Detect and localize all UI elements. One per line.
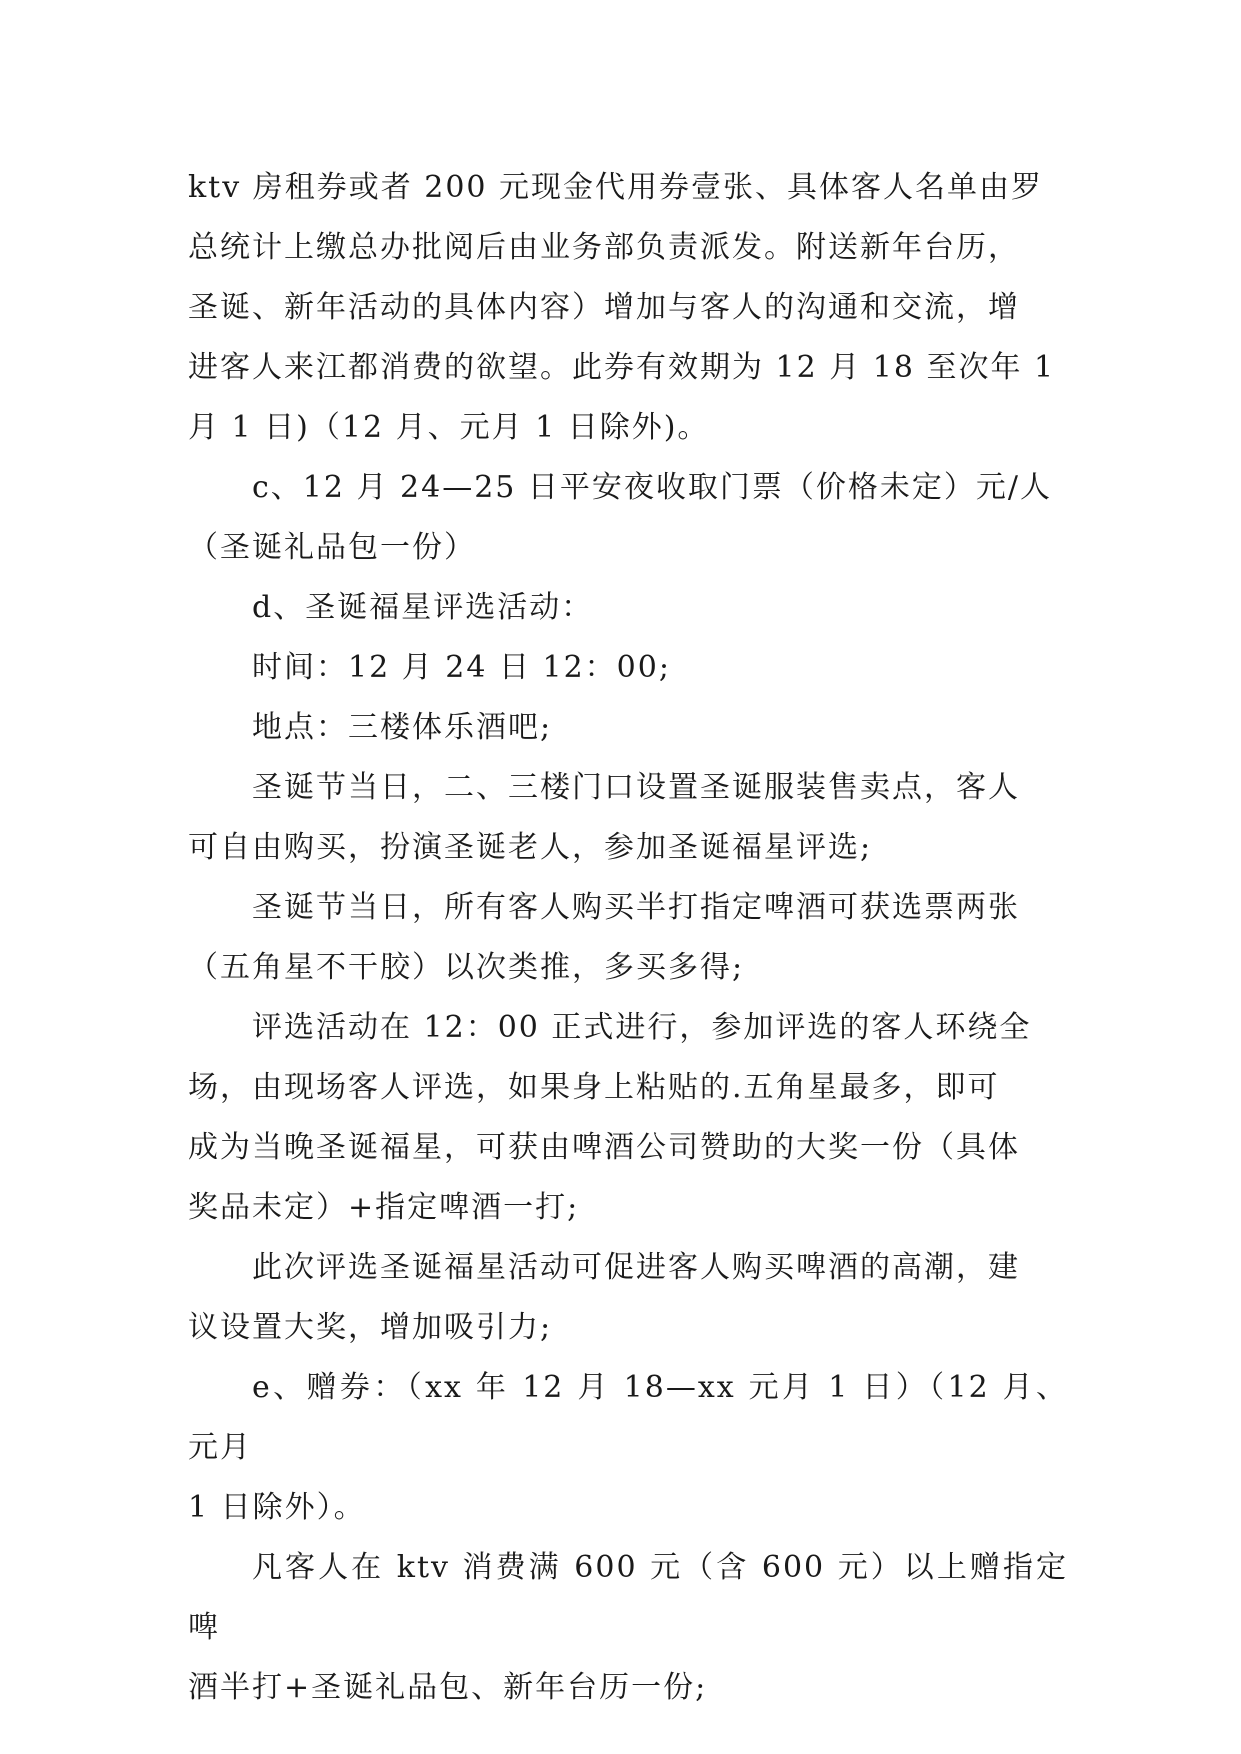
text-line: 圣诞节当日，所有客人购买半打指定啤酒可获选票两张 <box>252 890 1020 925</box>
text-line: 进客人来江都消费的欲望。此券有效期为 12 月 18 至次年 1 <box>188 350 1056 385</box>
paragraph-coupon-details <box>188 158 1068 458</box>
text-line: 奖品未定）+指定啤酒一打; <box>188 1190 580 1225</box>
paragraph-time <box>188 638 1068 698</box>
text-line: （圣诞礼品包一份） <box>188 530 476 565</box>
paragraph-spend-reward <box>188 1538 1068 1718</box>
text-line: 此次评选圣诞福星活动可促进客人购买啤酒的高潮，建 <box>252 1250 1020 1285</box>
text-line: 可自由购买，扮演圣诞老人，参加圣诞福星评选; <box>188 830 873 865</box>
text-line: 场，由现场客人评选，如果身上粘贴的.五角星最多，即可 <box>188 1070 1000 1105</box>
text-line: 评选活动在 12：00 正式进行，参加评选的客人环绕全 <box>252 1010 1032 1045</box>
text-line: 凡客人在 ktv 消费满 600 元（含 600 元）以上赠指定啤 <box>188 1550 1068 1645</box>
text-line: （五角星不干胶）以次类推，多买多得; <box>188 950 745 985</box>
text-line: 圣诞、新年活动的具体内容）增加与客人的沟通和交流，增 <box>188 290 1020 325</box>
text-line: 总统计上缴总办批阅后由业务部负责派发。附送新年台历， <box>188 230 1020 265</box>
text-line: e、赠券：（xx 年 12 月 18—xx 元月 1 日）（12 月、元月 <box>188 1370 1068 1465</box>
paragraph-selection-event <box>188 998 1068 1238</box>
paragraph-item-c <box>188 458 1068 578</box>
text-line: c、12 月 24—25 日平安夜收取门票（价格未定）元/人 <box>252 470 1053 505</box>
text-line: 地点：三楼体乐酒吧; <box>252 710 553 745</box>
text-line: 酒半打+圣诞礼品包、新年台历一份; <box>188 1670 708 1705</box>
text-line: 圣诞节当日，二、三楼门口设置圣诞服装售卖点，客人 <box>252 770 1020 805</box>
paragraph-item-e <box>188 1358 1068 1538</box>
text-line: 1 日除外）。 <box>188 1490 366 1525</box>
paragraph-costume-sales <box>188 758 1068 878</box>
text-line: 成为当晚圣诞福星，可获由啤酒公司赞助的大奖一份（具体 <box>188 1130 1020 1165</box>
document-body <box>188 158 1068 1718</box>
paragraph-prize-suggestion <box>188 1238 1068 1358</box>
paragraph-location <box>188 698 1068 758</box>
paragraph-beer-votes <box>188 878 1068 998</box>
paragraph-item-d <box>188 578 1068 638</box>
text-line: ktv 房租券或者 200 元现金代用券壹张、具体客人名单由罗 <box>188 170 1044 205</box>
text-line: 议设置大奖，增加吸引力; <box>188 1310 553 1345</box>
text-line: d、圣诞福星评选活动： <box>252 590 594 625</box>
text-line: 时间：12 月 24 日 12：00; <box>252 650 671 685</box>
text-line: 月 1 日)（12 月、元月 1 日除外)。 <box>188 410 710 445</box>
